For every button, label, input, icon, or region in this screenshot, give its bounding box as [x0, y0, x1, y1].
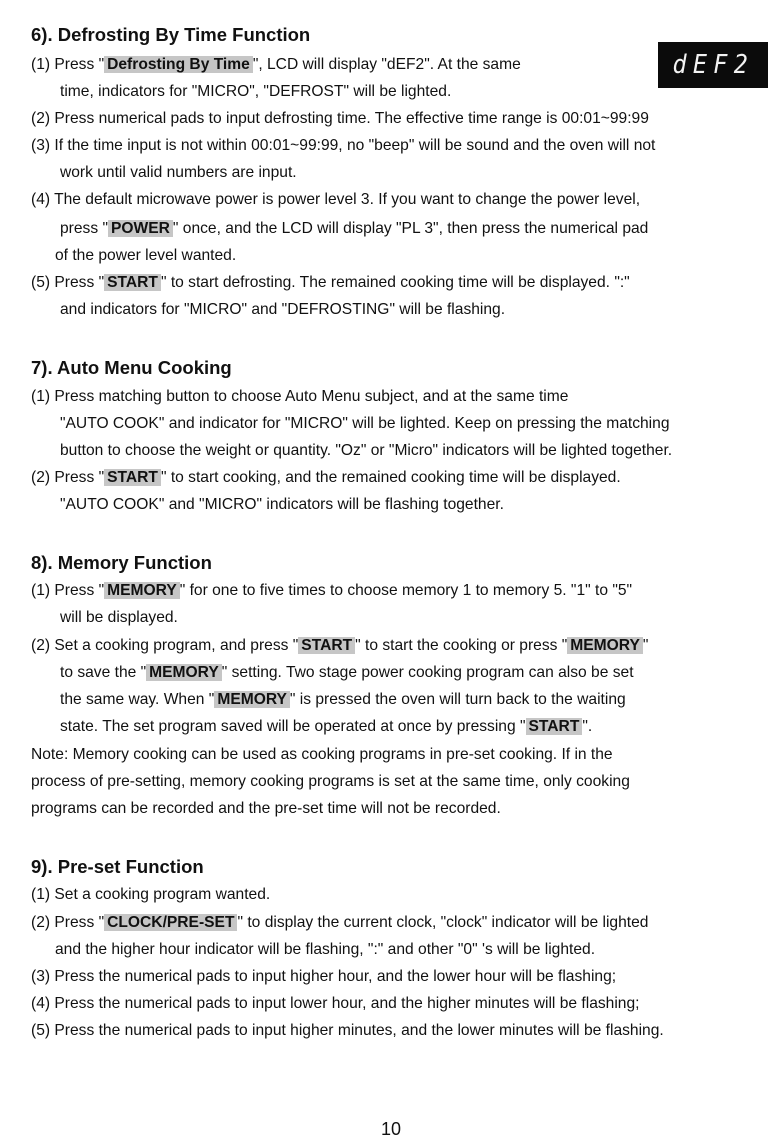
- s8-note-3: programs can be recorded and the pre-set time will not be recorded.: [31, 800, 501, 817]
- page-number: 10: [380, 1119, 402, 1139]
- clock-preset-button-label: CLOCK/PRE-SET: [104, 914, 237, 931]
- memory-button-label: MEMORY: [104, 582, 180, 599]
- start-button-label: START: [298, 637, 355, 654]
- text: " for one to five times to choose memory 1 to memory 5. "1" to "5": [179, 582, 633, 599]
- s6-line-6: (4) The default microwave power is power level 3. If you want to change the power level,: [31, 191, 641, 208]
- text: (5) Press ": [31, 274, 105, 291]
- s9-line-2: [31, 913, 648, 933]
- memory-button-label: MEMORY: [567, 637, 643, 654]
- s7-line-5: "AUTO COOK" and "MICRO" indicators will be flashing together.: [60, 496, 504, 513]
- s8-line-3: [31, 636, 648, 656]
- s7-line-3: button to choose the weight or quantity. "Oz" or "Micro" indicators will be lighted together.: [60, 442, 673, 459]
- s8-line-6: [60, 717, 592, 737]
- text: ".: [582, 718, 593, 735]
- defrosting-by-time-button-label: Defrosting By Time: [104, 56, 253, 73]
- start-button-label: START: [104, 469, 161, 486]
- memory-button-label: MEMORY: [214, 691, 290, 708]
- s9-line-3: and the higher hour indicator will be flashing, ":" and other "0" 's will be lighted.: [55, 941, 596, 958]
- s8-line-5: [60, 690, 626, 710]
- s8-line-2: will be displayed.: [60, 609, 178, 626]
- text: " to start cooking, and the remained cooking time will be displayed.: [160, 469, 621, 486]
- power-button-label: POWER: [108, 220, 173, 237]
- s6-line-10: and indicators for "MICRO" and "DEFROSTING" will be flashing.: [60, 301, 506, 318]
- text: (2) Press ": [31, 914, 105, 931]
- start-button-label: START: [526, 718, 583, 735]
- s9-line-5: (4) Press the numerical pads to input lower hour, and the higher minutes will be flashing;: [31, 995, 640, 1012]
- s6-line-5: work until valid numbers are input.: [60, 164, 297, 181]
- text: to save the ": [60, 664, 147, 681]
- lcd-display-text: dEF2: [672, 50, 754, 80]
- section-9-title: 9). Pre-set Function: [31, 856, 204, 877]
- text: the same way. When ": [60, 691, 215, 708]
- s8-line-1: [31, 581, 632, 601]
- text: " to display the current clock, "clock" indicator will be lighted: [237, 914, 649, 931]
- s6-line-2: time, indicators for "MICRO", "DEFROST" will be lighted.: [60, 83, 452, 100]
- memory-button-label: MEMORY: [146, 664, 222, 681]
- text: ", LCD will display "dEF2". At the same: [252, 56, 521, 73]
- s6-line-9: [31, 273, 630, 293]
- text: (2) Set a cooking program, and press ": [31, 637, 299, 654]
- s6-line-3: (2) Press numerical pads to input defrosting time. The effective time range is 00:01~99:99: [31, 110, 649, 127]
- text: state. The set program saved will be operated at once by pressing ": [60, 718, 526, 735]
- start-button-label: START: [104, 274, 161, 291]
- s8-note-1: Note: Memory cooking can be used as cooking programs in pre-set cooking. If in the: [31, 746, 613, 763]
- section-8-title: 8). Memory Function: [31, 552, 212, 573]
- text: " to start the cooking or press ": [355, 637, 568, 654]
- lcd-display-image: [658, 42, 768, 88]
- s7-line-2: "AUTO COOK" and indicator for "MICRO" will be lighted. Keep on pressing the matching: [60, 415, 670, 432]
- text: " is pressed the oven will turn back to the waiting: [289, 691, 626, 708]
- section-6-title: 6). Defrosting By Time Function: [31, 24, 311, 45]
- s6-line-8: of the power level wanted.: [55, 247, 237, 264]
- text: (1) Press ": [31, 56, 105, 73]
- s6-line-4: (3) If the time input is not within 00:01~99:99, no "beep" will be sound and the oven will not: [31, 137, 656, 154]
- s9-line-6: (5) Press the numerical pads to input higher minutes, and the lower minutes will be flashing.: [31, 1022, 664, 1039]
- text: press ": [60, 220, 108, 237]
- s6-line-7: [60, 219, 648, 239]
- text: (1) Press ": [31, 582, 105, 599]
- s9-line-4: (3) Press the numerical pads to input higher hour, and the lower hour will be flashing;: [31, 968, 617, 985]
- text: " setting. Two stage power cooking program can also be set: [221, 664, 634, 681]
- s8-note-2: process of pre-setting, memory cooking programs is set at the same time, only cooking: [31, 773, 630, 790]
- text: " to start defrosting. The remained cooking time will be displayed. ":": [160, 274, 630, 291]
- s6-line-1: [31, 55, 521, 75]
- text: ": [642, 637, 649, 654]
- s7-line-1: (1) Press matching button to choose Auto Menu subject, and at the same time: [31, 388, 569, 405]
- s7-line-4: [31, 468, 621, 488]
- section-7-title: 7). Auto Menu Cooking: [31, 357, 232, 378]
- text: " once, and the LCD will display "PL 3", then press the numerical pad: [172, 220, 649, 237]
- text: (2) Press ": [31, 469, 105, 486]
- s9-line-1: (1) Set a cooking program wanted.: [31, 886, 271, 903]
- s8-line-4: [60, 663, 634, 683]
